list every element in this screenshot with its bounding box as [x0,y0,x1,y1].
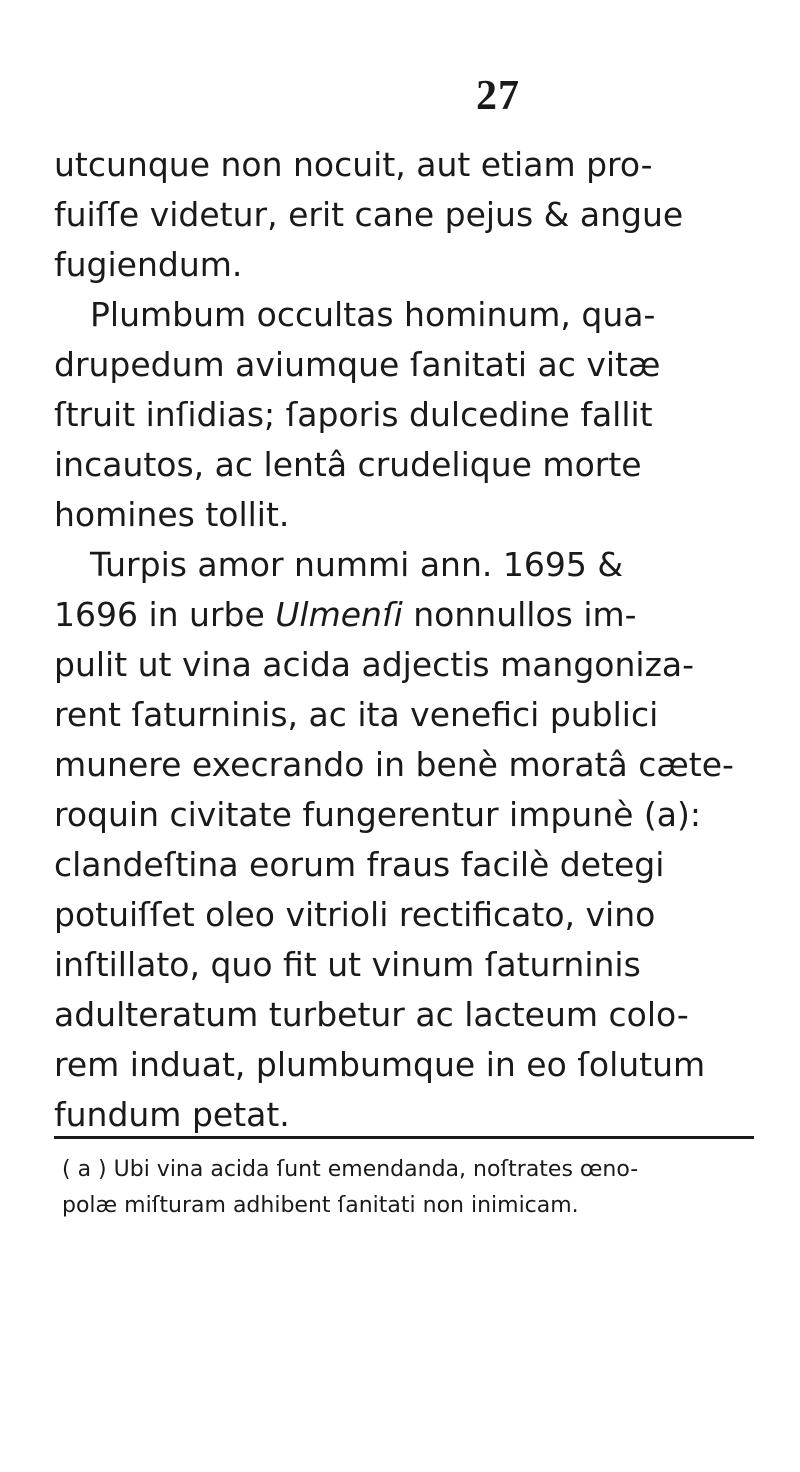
text-line: clandeſtina eorum fraus facilè detegi [54,845,665,884]
text-line: roquin civitate fungerentur impunè (a): [54,795,702,834]
footnote-divider [54,1136,754,1139]
text-line: Turpis amor nummi ann. 1695 & [90,545,624,584]
main-text [54,140,754,1140]
text-line: fundum petat. [54,1095,290,1134]
footnote [62,1152,762,1224]
text-line [54,590,754,640]
footnote-line: polæ miſturam adhibent ſanitati non inimicam. [62,1193,579,1218]
text-segment: 1696 in urbe [54,595,276,634]
text-line: homines tollit. [54,495,290,534]
text-line: rem induat, plumbumque in eo ſolutum [54,1045,706,1084]
text-line: fuiſſe videtur, erit cane pejus & angue [54,195,684,234]
page-number: 27 [476,73,520,119]
text-line: incautos, ac lentâ crudelique morte [54,445,642,484]
text-line: pulit ut vina acida adjectis mangoniza- [54,645,695,684]
italic-place-name: Ulmenſi [275,595,403,634]
text-line: adulteratum turbetur ac lacteum colo- [54,995,689,1034]
text-line: utcunque non nocuit, aut etiam pro- [54,145,653,184]
footnote-line: ( a ) Ubi vina acida ſunt emendanda, noſtrates œno- [62,1157,639,1182]
text-line: drupedum aviumque ſanitati ac vitæ [54,345,661,384]
text-line: Plumbum occultas hominum, qua- [90,295,656,334]
text-line: munere execrando in benè moratâ cæte- [54,745,734,784]
text-line: fugiendum. [54,245,243,284]
text-line: inſtillato, quo fit ut vinum ſaturninis [54,945,641,984]
text-segment: nonnullos im- [402,595,637,634]
text-line: potuiſſet oleo vitrioli rectificato, vino [54,895,656,934]
text-line: ſtruit inſidias; ſaporis dulcedine fallit [54,395,653,434]
text-line: rent ſaturninis, ac ita venefici publici [54,695,659,734]
